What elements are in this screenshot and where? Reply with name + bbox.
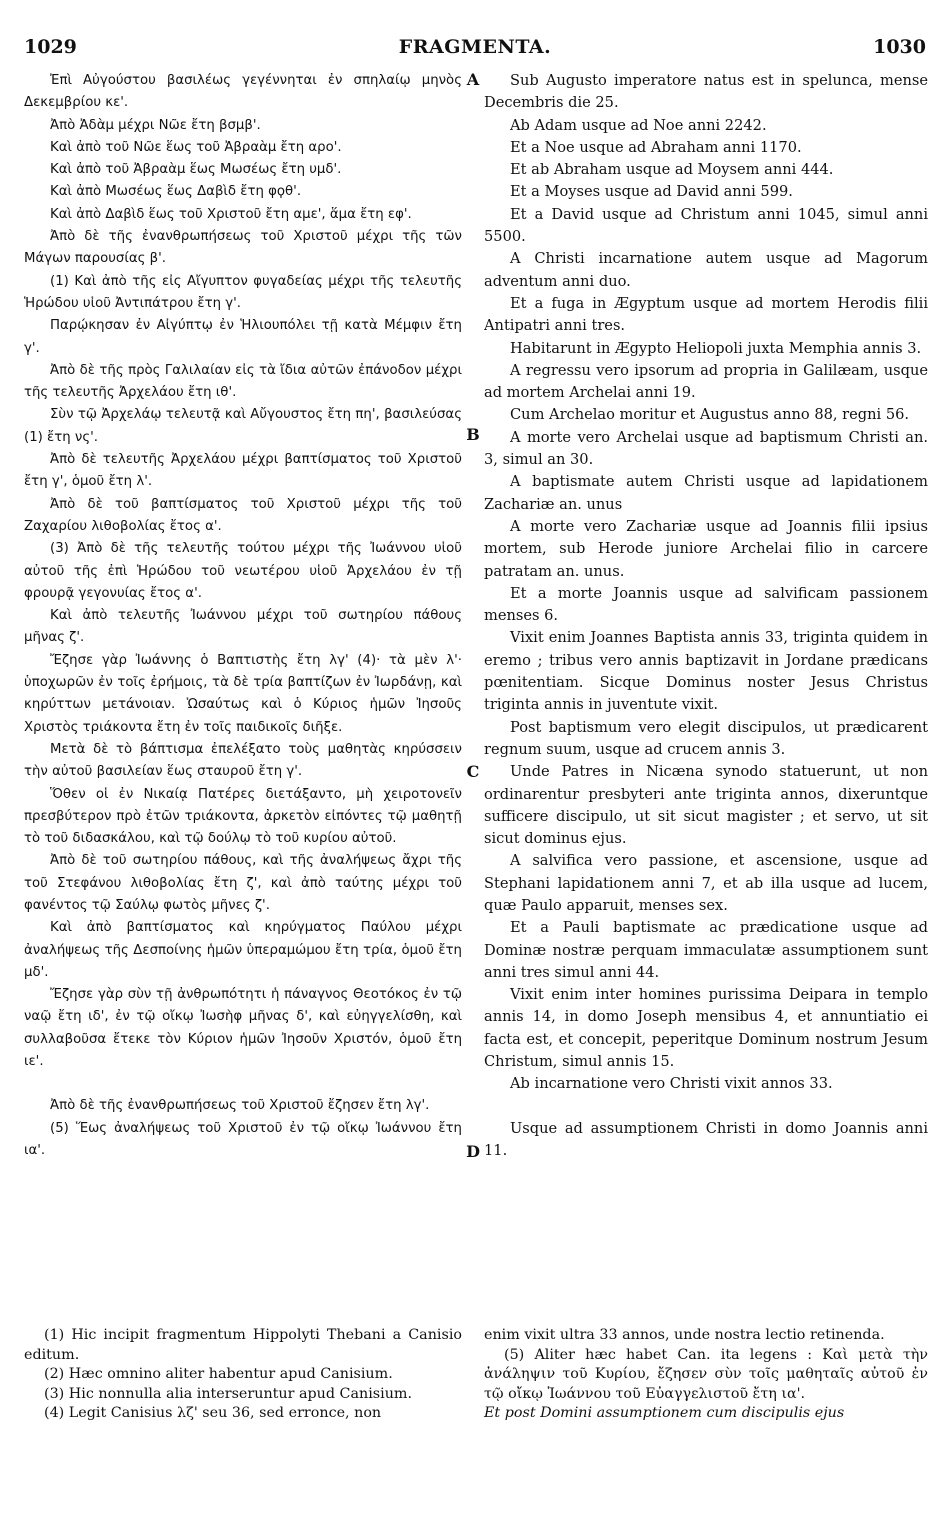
footnote: (5) Aliter hæc habet Can. ita legens : Καὶ μετὰ τὴν ἀνάληψιν τοῦ Κυρίου, ἔζησεν σὺν τοῖς μαθηταῖς αὐτοῦ ἐν τῷ οἴκῳ Ἰωάννου τοῦ Εὐαγγελιστοῦ ἔτη ια'. — [484, 1346, 928, 1402]
latin-paragraph: Et ab Abraham usque ad Moysem anni 444. — [510, 161, 834, 179]
greek-paragraph: Ἀπὸ δὲ τοῦ σωτηρίου πάθους, καὶ τῆς ἀναλήψεως ἄχρι τῆς τοῦ Στεφάνου λιθοβολίας ἔτη ζ', καὶ ἀπὸ ταύτης μέχρι τοῦ φανέντος τῷ Σαύλῳ φωτὸς μῆνες ζ'. — [24, 853, 462, 913]
section-marker-b: B — [466, 425, 480, 444]
latin-paragraph: Sub Augusto imperatore natus est in spelunca, mense Decembris die 25. — [484, 72, 928, 112]
greek-paragraph: Καὶ ἀπὸ τοῦ Νῶε ἕως τοῦ Ἀβραὰμ ἔτη αρο'. — [50, 139, 342, 155]
greek-paragraph: Καὶ ἀπὸ βαπτίσματος καὶ κηρύγματος Παύλου μέχρι ἀναλήψεως τῆς Δεσποίνης ἡμῶν ὑπεραμώμου ἔτη τρία, ὁμοῦ ἔτη μδ'. — [24, 920, 462, 980]
greek-paragraph: (5) Ἕως ἀναλήψεως τοῦ Χριστοῦ ἐν τῷ οἴκῳ Ἰωάννου ἔτη ια'. — [24, 1120, 462, 1158]
greek-paragraph: (3) Ἀπὸ δὲ τῆς τελευτῆς τούτου μέχρι τῆς Ἰωάννου υἱοῦ αὐτοῦ τῆς ἐπὶ Ἡρώδου τοῦ νεωτέρου υἱοῦ Ἀρχελάου ἐν τῇ φρουρᾷ γεγονυίας ἔτος α'. — [24, 541, 462, 601]
latin-paragraph: Ab Adam usque ad Noe anni 2242. — [510, 116, 767, 134]
latin-paragraph: A morte vero Archelai usque ad baptismum Christi an. 3, simul an 30. — [484, 428, 928, 469]
greek-column — [24, 70, 462, 1320]
footnotes-right — [484, 1326, 928, 1424]
latin-paragraph: Ab incarnatione vero Christi vixit annos 33. — [510, 1075, 833, 1093]
greek-paragraph: Ἀπὸ δὲ τῆς πρὸς Γαλιλαίαν εἰς τὰ ἴδια αὐτῶν ἐπάνοδον μέχρι τῆς τελευτῆς Ἀρχελάου ἔτη ιθ'. — [24, 362, 462, 401]
footnote: Et post Domini assumptionem cum discipulis ejus — [484, 1405, 845, 1421]
running-header — [24, 36, 926, 62]
latin-paragraph: Et a fuga in Ægyptum usque ad mortem Herodis filii Antipatri anni tres. — [484, 294, 928, 335]
greek-paragraph: Καὶ ἀπὸ τοῦ Ἀβραὰμ ἕως Μωσέως ἔτη υμδ'. — [50, 162, 342, 178]
latin-paragraph: Unde Patres in Nicæna synodo statuerunt, ut non ordinarentur presbyteri ante triginta annos, dixeruntque sufficere discipulo, ut sit sicut magister ; et servo, ut sit sicut dominus ejus. — [484, 763, 928, 848]
latin-paragraph: A regressu vero ipsorum ad propria in Galilæam, usque ad mortem Archelai anni 19. — [484, 361, 928, 402]
footnote: (2) Hæc omnino aliter habentur apud Canisium. — [44, 1366, 393, 1382]
greek-paragraph: Ἀπὸ Ἀδὰμ μέχρι Νῶε ἔτη βσμβ'. — [50, 117, 261, 133]
greek-paragraph: Ἀπὸ δὲ τοῦ βαπτίσματος τοῦ Χριστοῦ μέχρι τῆς τοῦ Ζαχαρίου λιθοβολίας ἔτος α'. — [24, 496, 462, 534]
greek-paragraph: Καὶ ἀπὸ Δαβὶδ ἕως τοῦ Χριστοῦ ἔτη αμε', ἅμα ἔτη εφ'. — [50, 206, 412, 222]
section-marker-c: C — [466, 762, 480, 781]
latin-paragraph: A salvifica vero passione, et ascensione, usque ad Stephani lapidationem anni 7, et ab illa usque ad lucem, quæ Paulo apparuit, menses sex. — [484, 852, 928, 914]
latin-paragraph: Et a Moyses usque ad David anni 599. — [510, 183, 793, 201]
latin-paragraph: Et a Pauli baptismate ac prædicatione usque ad Dominæ nostræ perquam immaculatæ assumptionem sunt anni tres simul anni 44. — [484, 919, 928, 981]
page-title: FRAGMENTA. — [398, 36, 552, 58]
latin-paragraph: A morte vero Zachariæ usque ad Joannis filii ipsius mortem, sub Herode juniore Archelai filio in carcere patratam an. unus. — [484, 517, 928, 580]
latin-paragraph: A Christi incarnatione autem usque ad Magorum adventum anni duo. — [484, 250, 928, 290]
greek-paragraph: Ἔζησε γὰρ Ἰωάννης ὁ Βαπτιστὴς ἔτη λγ' (4)· τὰ μὲν λ'· ὑποχωρῶν ἐν τοῖς ἐρήμοις, τὰ δὲ τρία βαπτίζων ἐν Ἰωρδάνῃ, καὶ κηρύττων μετάνοιαν. Ὡσαύτως καὶ ὁ Κύριος ἡμῶν Ἰησοῦς Χριστὸς τριάκοντα ἔτη ἐν τοῖς παιδικοῖς διῆξε. — [24, 652, 462, 735]
greek-paragraph: Ἀπὸ δὲ τελευτῆς Ἀρχελάου μέχρι βαπτίσματος τοῦ Χριστοῦ ἔτη γ', ὁμοῦ ἔτη λ'. — [24, 452, 462, 490]
greek-paragraph: Καὶ ἀπὸ Μωσέως ἕως Δαβὶδ ἔτη φϙθ'. — [50, 184, 302, 200]
greek-paragraph: Ἀπὸ δὲ τῆς ἐνανθρωπήσεως τοῦ Χριστοῦ ἔζησεν ἔτη λγ'. — [50, 1098, 430, 1114]
page-number-left: 1029 — [24, 36, 77, 58]
greek-paragraph: Μετὰ δὲ τὸ βάπτισμα ἐπελέξατο τοὺς μαθητὰς κηρύσσειν τὴν αὐτοῦ βασιλείαν ἕως σταυροῦ ἔτη γ'. — [24, 741, 462, 780]
latin-paragraph: Vixit enim inter homines purissima Deipara in templo annis 14, in domo Joseph mensibus 4, et annuntiatio ei facta est, et concepit, peperitque Dominum nostrum Jesum Christum, simul annis 15. — [484, 986, 928, 1071]
greek-paragraph: Ἐπὶ Αὐγούστου βασιλέως γεγέννηται ἐν σπηλαίῳ μηνὸς Δεκεμβρίου κε'. — [24, 73, 462, 111]
greek-paragraph: Ὅθεν οἱ ἐν Νικαίᾳ Πατέρες διετάξαντο, μὴ χειροτονεῖν πρεσβύτερον πρὸ ἐτῶν τριάκοντα, ἀρκετὸν εἰπόντες τῷ μαθητῇ τὸ τοῦ διδασκάλου, καὶ τῷ δούλῳ τὸ τοῦ κυρίου αὐτοῦ. — [24, 786, 462, 847]
greek-paragraph: Σὺν τῷ Ἀρχελάῳ τελευτᾷ καὶ Αὔγουστος ἔτη πη', βασιλεύσας (1) ἔτη νς'. — [24, 407, 462, 445]
greek-paragraph: Καὶ ἀπὸ τελευτῆς Ἰωάννου μέχρι τοῦ σωτηρίου πάθους μῆνας ζ'. — [24, 608, 462, 646]
latin-paragraph: A baptismate autem Christi usque ad lapidationem Zachariæ an. unus — [484, 473, 928, 513]
greek-paragraph: Ἔζησε γὰρ σὺν τῇ ἀνθρωπότητι ἡ πάναγνος Θεοτόκος ἐν τῷ ναῷ ἔτη ιδ', ἐν τῷ οἴκῳ Ἰωσὴφ μῆνας δ', καὶ εὐηγγελίσθη, καὶ συλλαβοῦσα ἔτεκε τὸν Κύριον ἡμῶν Ἰησοῦν Χριστόν, ὁμοῦ ἔτη ιε'. — [24, 987, 462, 1070]
footnote: enim vixit ultra 33 annos, unde nostra lectio retinenda. — [484, 1327, 885, 1343]
latin-paragraph: Vixit enim Joannes Baptista annis 33, triginta quidem in eremo ; tribus vero annis baptizavit in Jordane prædicans pœnitentiam. Sicque Dominus noster Jesus Christus triginta annis in juventute vixit. — [484, 629, 928, 714]
latin-paragraph: Et a morte Joannis usque ad salvificam passionem menses 6. — [484, 584, 928, 625]
latin-column — [484, 70, 928, 1320]
page-number-right: 1030 — [873, 36, 926, 58]
section-marker-a: A — [466, 70, 480, 89]
latin-paragraph: Et a David usque ad Christum anni 1045, simul anni 5500. — [484, 205, 928, 246]
latin-paragraph: Cum Archelao moritur et Augustus anno 88, regni 56. — [510, 406, 910, 424]
latin-paragraph: Habitarunt in Ægypto Heliopoli juxta Memphia annis 3. — [510, 339, 922, 357]
footnote: (1) Hic incipit fragmentum Hippolyti Thebani a Canisio editum. — [24, 1327, 462, 1363]
latin-paragraph: Et a Noe usque ad Abraham anni 1170. — [510, 138, 802, 156]
footnote: (4) Legit Canisius λζ' seu 36, sed erronce, non — [44, 1405, 382, 1421]
greek-paragraph: Ἀπὸ δὲ τῆς ἐνανθρωπήσεως τοῦ Χριστοῦ μέχρι τῆς τῶν Μάγων παρουσίας β'. — [24, 229, 462, 267]
section-marker-d: D — [466, 1142, 480, 1161]
greek-paragraph: Παρῴκησαν ἐν Αἰγύπτῳ ἐν Ἡλιουπόλει τῇ κατὰ Μέμφιν ἔτη γ'. — [24, 318, 462, 356]
footnotes-left — [24, 1326, 462, 1424]
footnote: (3) Hic nonnulla alia interseruntur apud Canisium. — [44, 1385, 413, 1402]
latin-paragraph: Post baptismum vero elegit discipulos, ut prædicarent regnum suum, usque ad crucem annis 3. — [484, 718, 928, 758]
greek-paragraph: (1) Καὶ ἀπὸ τῆς εἰς Αἴγυπτον φυγαδείας μέχρι τῆς τελευτῆς Ἡρώδου υἱοῦ Ἀντιπάτρου ἔτη γ'. — [24, 273, 462, 311]
latin-paragraph: Usque ad assumptionem Christi in domo Joannis anni 11. — [484, 1119, 928, 1159]
